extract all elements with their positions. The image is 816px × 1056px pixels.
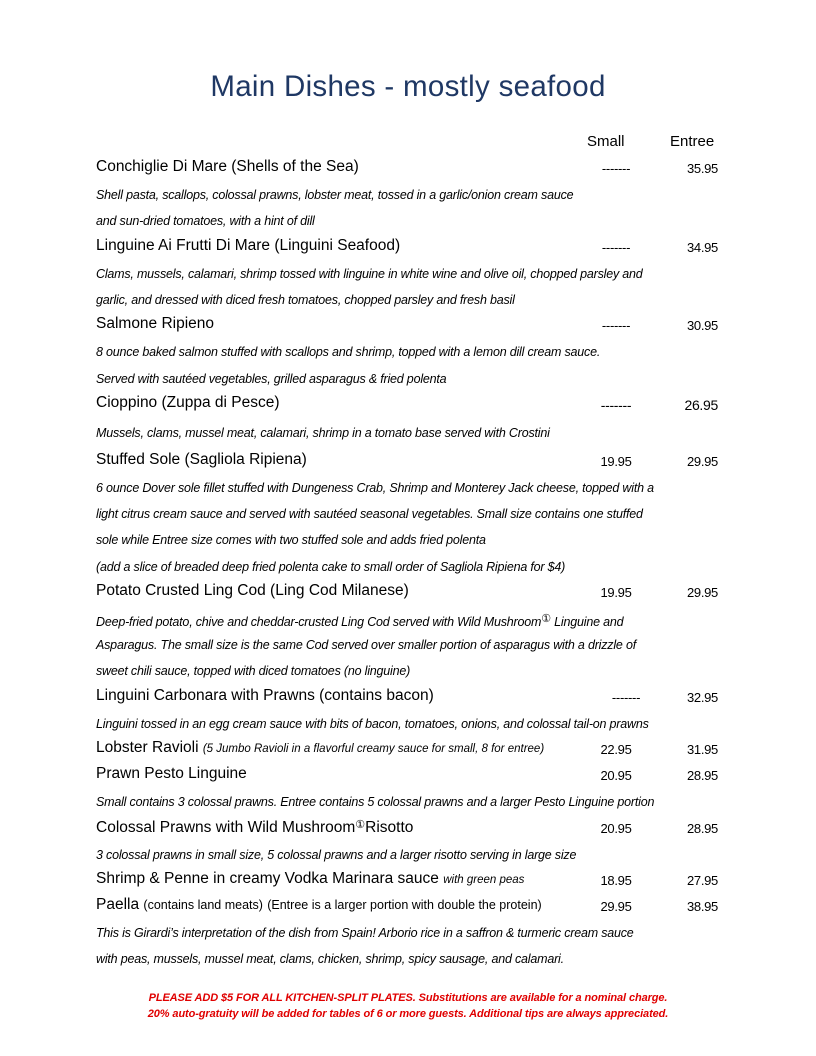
dish-description: Linguini tossed in an egg cream sauce with bits of bacon, tomatoes, onions, and colossal tail-on prawns (96, 716, 649, 731)
dish-description: This is Girardi’s interpretation of the dish from Spain! Arborio rice in a saffron & turmeric cream sauce (96, 926, 634, 941)
price-entree: 32.95 (686, 689, 718, 705)
dish-name-text: Risotto (365, 818, 414, 836)
price-entree: 31.95 (686, 741, 718, 757)
price-entree: 28.95 (686, 768, 718, 784)
dish-name: Linguine Ai Frutti Di Mare (Linguini Seafood) (96, 236, 401, 254)
menu-item (96, 868, 726, 894)
dish-description (96, 606, 726, 632)
dish-description: Served with sautéed vegetables, grilled asparagus & fried polenta (96, 371, 447, 386)
dish-name (96, 739, 544, 757)
dish-description: Asparagus. The small size is the same Cod served over smaller portion of asparagus with a drizzle of (96, 638, 636, 653)
price-small: ------- (600, 396, 632, 413)
dish-name: Potato Crusted Ling Cod (Ling Cod Milanese) (96, 581, 409, 599)
page-title: Main Dishes - mostly seafood (210, 70, 606, 103)
footer-notice (0, 990, 816, 1022)
dish-description: garlic, and dressed with diced fresh tomatoes, chopped parsley and fresh basil (96, 292, 515, 307)
price-small: 20.95 (600, 820, 632, 836)
menu-item (96, 313, 726, 339)
menu-item (96, 156, 726, 182)
dish-name: Salmone Ripieno (96, 315, 215, 333)
dish-description: 6 ounce Dover sole fillet stuffed with Dungeness Crab, Shrimp and Monterey Jack cheese, topped with a (96, 481, 654, 496)
price-entree: 35.95 (686, 161, 718, 176)
menu-item (96, 580, 726, 606)
menu-list (96, 156, 726, 973)
desc-text: Linguine and (550, 615, 624, 629)
dish-description: Mussels, clams, mussel meat, calamari, shrimp in a tomato base served with Crostini (96, 425, 550, 440)
price-entree: 34.95 (686, 239, 718, 255)
dish-description: sweet chili sauce, topped with diced tomatoes (no linguine) (96, 664, 411, 679)
price-entree: 29.95 (686, 453, 718, 469)
dish-description: Shell pasta, scallops, colossal prawns, lobster meat, tossed in a garlic/onion cream sauce (96, 188, 574, 203)
dish-note: with green peas (443, 873, 525, 886)
dish-note: (Entree is a larger portion with double the protein) (267, 898, 542, 913)
footer-line: PLEASE ADD $5 FOR ALL KITCHEN-SPLIT PLATES. Substitutions are available for a nominal charge. (148, 992, 668, 1004)
footnote-mark-icon: ① (355, 818, 366, 831)
dish-name: Stuffed Sole (Sagliola Ripiena) (96, 450, 307, 468)
menu-item (96, 449, 726, 475)
menu-item (96, 816, 726, 842)
price-entree: 30.95 (686, 318, 718, 334)
dish-name (96, 818, 413, 837)
price-small: 19.95 (600, 584, 632, 600)
footer-line: 20% auto-gratuity will be added for tables of 6 or more guests. Additional tips are always appreciated. (147, 1008, 669, 1020)
dish-note: (5 Jumbo Ravioli in a flavorful creamy sauce for small, 8 for entree) (202, 742, 545, 755)
price-entree: 29.95 (686, 584, 718, 600)
dish-description: Small contains 3 colossal prawns. Entree contains 5 colossal prawns and a larger Pesto Linguine portion (96, 795, 655, 810)
price-small: ------- (601, 239, 631, 255)
dish-name-text: Colossal Prawns with Wild Mushroom (96, 818, 356, 836)
dish-name-text: Shrimp & Penne in creamy Vodka Marinara sauce (96, 869, 439, 887)
price-small: 29.95 (600, 899, 632, 915)
price-small: ------- (601, 161, 631, 176)
dish-description: (add a slice of breaded deep fried polenta cake to small order of Sagliola Ripiena for $4) (96, 559, 566, 574)
menu-item (96, 737, 726, 763)
dish-name (96, 896, 542, 914)
price-small: ------- (611, 689, 641, 705)
price-small: ------- (601, 318, 631, 334)
dish-description: 8 ounce baked salmon stuffed with scallops and shrimp, topped with a lemon dill cream sauce. (96, 345, 601, 360)
menu-item (96, 392, 726, 420)
column-header-small: Small (587, 133, 625, 150)
dish-name: Prawn Pesto Linguine (96, 765, 247, 783)
dish-description: sole while Entree size comes with two stuffed sole and adds fried polenta (96, 533, 486, 548)
footnote-mark-icon: ① (541, 613, 551, 625)
menu-item (96, 763, 726, 789)
dish-name: Cioppino (Zuppa di Pesce) (96, 393, 280, 411)
dish-name (96, 870, 524, 888)
dish-description: 3 colossal prawns in small size, 5 colossal prawns and a larger risotto serving in large size (96, 847, 577, 862)
column-header-entree: Entree (670, 133, 715, 150)
price-small: 22.95 (600, 741, 632, 757)
dish-description: light citrus cream sauce and served with sautéed seasonal vegetables. Small size contains one stuffed (96, 507, 643, 522)
menu-item (96, 894, 726, 920)
dish-description: and sun-dried tomatoes, with a hint of dill (96, 214, 315, 229)
price-small: 18.95 (600, 872, 632, 888)
dish-description: Clams, mussels, calamari, shrimp tossed with linguine in white wine and olive oil, chopped parsley and (96, 266, 643, 281)
dish-name: Linguini Carbonara with Prawns (contains bacon) (96, 686, 434, 704)
dish-name: Conchiglie Di Mare (Shells of the Sea) (96, 158, 359, 175)
price-entree: 27.95 (686, 872, 718, 888)
price-small: 20.95 (600, 768, 632, 784)
price-entree: 38.95 (686, 899, 718, 915)
menu-item (96, 685, 726, 711)
price-entree: 26.95 (684, 396, 718, 413)
price-entree: 28.95 (686, 820, 718, 836)
dish-name-text: Lobster Ravioli (96, 738, 199, 756)
dish-name-text: Paella (96, 896, 140, 914)
dish-description: with peas, mussels, mussel meat, clams, chicken, shrimp, spicy sausage, and calamari. (96, 952, 564, 967)
desc-text: Deep-fried potato, chive and cheddar-crusted Ling Cod served with Wild Mushroom (96, 615, 542, 629)
menu-item (96, 235, 726, 261)
dish-note: (contains land meats) (143, 898, 263, 913)
price-small: 19.95 (600, 453, 632, 469)
